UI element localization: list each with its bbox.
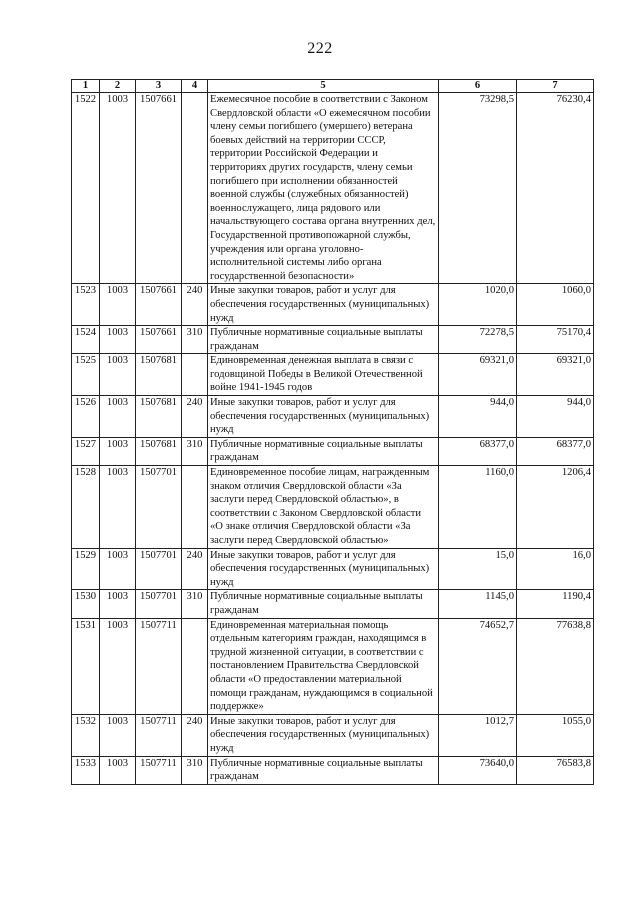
column-header: 5 xyxy=(208,80,439,93)
amount-col7-cell: 76230,4 xyxy=(517,93,594,284)
table-header-row xyxy=(72,80,594,93)
column-header: 1 xyxy=(72,80,100,93)
amount-col7-cell: 68377,0 xyxy=(517,437,594,465)
column-header: 7 xyxy=(517,80,594,93)
row-number-cell: 1526 xyxy=(72,396,100,438)
amount-col6-cell: 69321,0 xyxy=(439,354,517,396)
amount-col7-cell: 75170,4 xyxy=(517,326,594,354)
description-cell: Публичные нормативные социальные выплаты гражданам xyxy=(208,437,439,465)
amount-col7-cell: 1190,4 xyxy=(517,590,594,618)
amount-col7-cell: 69321,0 xyxy=(517,354,594,396)
amount-col6-cell: 73298,5 xyxy=(439,93,517,284)
section-code-cell: 1003 xyxy=(100,714,136,756)
section-code-cell: 1003 xyxy=(100,618,136,714)
section-code-cell: 1003 xyxy=(100,466,136,549)
amount-col7-cell: 16,0 xyxy=(517,548,594,590)
table-row xyxy=(72,714,594,756)
row-number-cell: 1529 xyxy=(72,548,100,590)
expense-type-cell: 310 xyxy=(182,756,208,784)
expense-type-cell: 310 xyxy=(182,437,208,465)
section-code-cell: 1003 xyxy=(100,354,136,396)
description-cell: Единовременная денежная выплата в связи с годовщиной Победы в Великой Отечественной войне 1941-1945 годов xyxy=(208,354,439,396)
target-code-cell: 1507661 xyxy=(136,284,182,326)
amount-col6-cell: 15,0 xyxy=(439,548,517,590)
target-code-cell: 1507711 xyxy=(136,714,182,756)
amount-col7-cell: 77638,8 xyxy=(517,618,594,714)
section-code-cell: 1003 xyxy=(100,93,136,284)
row-number-cell: 1531 xyxy=(72,618,100,714)
amount-col6-cell: 944,0 xyxy=(439,396,517,438)
description-cell: Единовременное пособие лицам, награжденным знаком отличия Свердловской области «За заслуги перед Свердловской областью», в соответствии с Законом Свердловской области «О знаке отличия Свердловской области «За заслуги перед Свердловской областью» xyxy=(208,466,439,549)
row-number-cell: 1525 xyxy=(72,354,100,396)
column-header: 4 xyxy=(182,80,208,93)
section-code-cell: 1003 xyxy=(100,326,136,354)
column-header: 6 xyxy=(439,80,517,93)
description-cell: Иные закупки товаров, работ и услуг для обеспечения государственных (муниципальных) нужд xyxy=(208,714,439,756)
expense-type-cell xyxy=(182,354,208,396)
page-number: 222 xyxy=(307,40,333,57)
table-row xyxy=(72,548,594,590)
table-row xyxy=(72,93,594,284)
amount-col6-cell: 1145,0 xyxy=(439,590,517,618)
amount-col6-cell: 73640,0 xyxy=(439,756,517,784)
row-number-cell: 1532 xyxy=(72,714,100,756)
table-row xyxy=(72,326,594,354)
budget-table xyxy=(71,79,594,785)
amount-col7-cell: 76583,8 xyxy=(517,756,594,784)
row-number-cell: 1524 xyxy=(72,326,100,354)
section-code-cell: 1003 xyxy=(100,590,136,618)
table-row xyxy=(72,396,594,438)
table-row xyxy=(72,284,594,326)
amount-col6-cell: 1160,0 xyxy=(439,466,517,549)
table-body xyxy=(72,93,594,785)
row-number-cell: 1530 xyxy=(72,590,100,618)
expense-type-cell xyxy=(182,466,208,549)
expense-type-cell: 240 xyxy=(182,714,208,756)
row-number-cell: 1527 xyxy=(72,437,100,465)
table-row xyxy=(72,466,594,549)
amount-col7-cell: 1055,0 xyxy=(517,714,594,756)
target-code-cell: 1507701 xyxy=(136,466,182,549)
amount-col7-cell: 1206,4 xyxy=(517,466,594,549)
expense-type-cell xyxy=(182,93,208,284)
description-cell: Публичные нормативные социальные выплаты гражданам xyxy=(208,590,439,618)
expense-type-cell xyxy=(182,618,208,714)
amount-col6-cell: 1020,0 xyxy=(439,284,517,326)
table-row xyxy=(72,618,594,714)
row-number-cell: 1523 xyxy=(72,284,100,326)
target-code-cell: 1507661 xyxy=(136,326,182,354)
section-code-cell: 1003 xyxy=(100,396,136,438)
description-cell: Ежемесячное пособие в соответствии с Законом Свердловской области «О ежемесячном пособии члену семьи погибшего (умершего) ветерана боевых действий на территории СССР, территории Российской Федерации и территориях других государств, члену семьи погибшего при исполнении обязанностей военной службы (служебных обязанностей) военнослужащего, лица рядового или начальствующего состава органа внутренних дел, Государственной противопожарной службы, учреждения или органа уголовно-исполнительной системы либо органа государственной безопасности» xyxy=(208,93,439,284)
target-code-cell: 1507681 xyxy=(136,396,182,438)
expense-type-cell: 310 xyxy=(182,326,208,354)
table-row xyxy=(72,437,594,465)
amount-col7-cell: 944,0 xyxy=(517,396,594,438)
amount-col7-cell: 1060,0 xyxy=(517,284,594,326)
target-code-cell: 1507681 xyxy=(136,437,182,465)
section-code-cell: 1003 xyxy=(100,756,136,784)
column-header: 2 xyxy=(100,80,136,93)
amount-col6-cell: 72278,5 xyxy=(439,326,517,354)
description-cell: Единовременная материальная помощь отдельным категориям граждан, находящимся в трудной жизненной ситуации, в соответствии с постановлением Правительства Свердловской области «О предоставлении материальной помощи гражданам, нуждающимся в социальной поддержке» xyxy=(208,618,439,714)
description-cell: Иные закупки товаров, работ и услуг для обеспечения государственных (муниципальных) нужд xyxy=(208,284,439,326)
section-code-cell: 1003 xyxy=(100,437,136,465)
description-cell: Публичные нормативные социальные выплаты гражданам xyxy=(208,756,439,784)
amount-col6-cell: 68377,0 xyxy=(439,437,517,465)
target-code-cell: 1507701 xyxy=(136,548,182,590)
target-code-cell: 1507701 xyxy=(136,590,182,618)
column-header: 3 xyxy=(136,80,182,93)
expense-type-cell: 310 xyxy=(182,590,208,618)
table-row xyxy=(72,590,594,618)
table-row xyxy=(72,354,594,396)
target-code-cell: 1507661 xyxy=(136,93,182,284)
target-code-cell: 1507711 xyxy=(136,756,182,784)
target-code-cell: 1507711 xyxy=(136,618,182,714)
expense-type-cell: 240 xyxy=(182,548,208,590)
expense-type-cell: 240 xyxy=(182,396,208,438)
expense-type-cell: 240 xyxy=(182,284,208,326)
row-number-cell: 1522 xyxy=(72,93,100,284)
row-number-cell: 1528 xyxy=(72,466,100,549)
amount-col6-cell: 1012,7 xyxy=(439,714,517,756)
description-cell: Иные закупки товаров, работ и услуг для обеспечения государственных (муниципальных) нужд xyxy=(208,396,439,438)
row-number-cell: 1533 xyxy=(72,756,100,784)
description-cell: Публичные нормативные социальные выплаты гражданам xyxy=(208,326,439,354)
description-cell: Иные закупки товаров, работ и услуг для обеспечения государственных (муниципальных) нужд xyxy=(208,548,439,590)
target-code-cell: 1507681 xyxy=(136,354,182,396)
amount-col6-cell: 74652,7 xyxy=(439,618,517,714)
section-code-cell: 1003 xyxy=(100,548,136,590)
table-row xyxy=(72,756,594,784)
section-code-cell: 1003 xyxy=(100,284,136,326)
